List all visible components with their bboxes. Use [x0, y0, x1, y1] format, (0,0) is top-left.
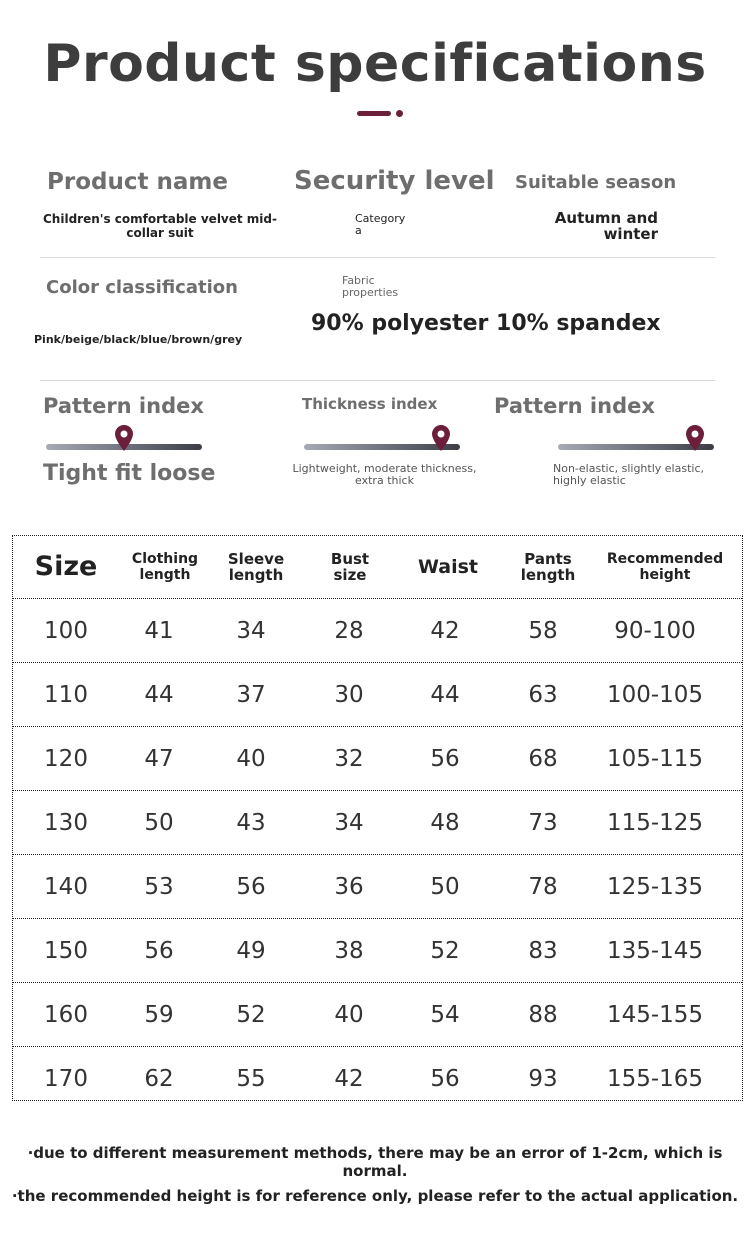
table-cell: 52 — [430, 937, 460, 964]
table-cell: 28 — [334, 617, 364, 644]
table-cell: 59 — [144, 1001, 174, 1028]
suitable-season-value-line2: winter — [603, 225, 658, 243]
table-cell: 50 — [144, 809, 174, 836]
thickness-index-label: Thickness index — [302, 395, 438, 413]
product-name-value: Children's comfortable velvet mid-collar suit — [43, 212, 277, 240]
table-cell: 47 — [144, 745, 174, 772]
pattern-index-caption: Tight fit loose — [43, 461, 216, 486]
table-cell: 78 — [528, 873, 558, 900]
color-classification-value: Pink/beige/black/blue/brown/grey — [34, 333, 243, 346]
pattern-index-label: Pattern index — [43, 394, 204, 418]
table-cell: 38 — [334, 937, 364, 964]
table-cell: 150 — [44, 937, 88, 964]
elasticity-index-label: Pattern index — [494, 394, 655, 418]
table-cell: 44 — [144, 681, 174, 708]
table-cell: 68 — [528, 745, 558, 772]
table-cell: 83 — [528, 937, 558, 964]
header-bust-size: Bust size — [330, 550, 370, 584]
fabric-properties-label-line2: properties — [342, 286, 399, 299]
table-cell: 48 — [430, 809, 460, 836]
suitable-season-label: Suitable season — [515, 172, 677, 193]
table-cell: 145-155 — [606, 1001, 704, 1028]
table-cell: 140 — [44, 873, 88, 900]
table-cell: 44 — [430, 681, 460, 708]
header-sleeve-length: Sleeve length — [227, 550, 285, 584]
elasticity-index-caption: Non-elastic, slightly elastic, highly elastic — [553, 462, 704, 487]
table-row — [13, 599, 742, 663]
table-cell: 93 — [528, 1066, 558, 1092]
table-cell: 125-135 — [606, 873, 704, 900]
thickness-index-caption: Lightweight, moderate thickness, extra thick — [292, 462, 477, 487]
table-cell: 43 — [236, 809, 266, 836]
table-cell: 90-100 — [614, 617, 696, 644]
table-cell: 135-145 — [606, 937, 704, 964]
table-header-row — [13, 536, 742, 599]
table-cell: 34 — [334, 809, 364, 836]
table-cell: 53 — [144, 873, 174, 900]
table-cell: 100 — [44, 617, 88, 644]
note-measurement: ·due to different measurement methods, there may be an error of 1-2cm, which is normal. — [27, 1144, 723, 1180]
table-cell: 32 — [334, 745, 364, 772]
table-cell: 41 — [144, 617, 174, 644]
location-pin-icon — [686, 425, 704, 451]
note-recommended-height: ·the recommended height is for reference only, please refer to the actual application. — [11, 1187, 739, 1205]
table-cell: 160 — [44, 1001, 88, 1028]
table-cell: 100-105 — [606, 681, 704, 708]
header-recommended-height: Recommended height — [606, 551, 724, 583]
suitable-season-value-line1: Autumn and — [554, 209, 658, 227]
page-title: Product specifications — [43, 34, 707, 94]
location-pin-icon — [432, 425, 450, 451]
table-cell: 36 — [334, 873, 364, 900]
table-cell: 37 — [236, 681, 266, 708]
title-accent-bar — [357, 111, 391, 116]
table-cell: 105-115 — [606, 745, 704, 772]
table-cell: 56 — [430, 1066, 460, 1092]
security-level-value-line2: a — [355, 224, 362, 237]
fabric-properties-label-line1: Fabric — [342, 274, 375, 287]
table-cell: 55 — [236, 1066, 266, 1092]
header-waist: Waist — [417, 556, 478, 578]
fabric-properties-value: 90% polyester 10% spandex — [311, 311, 661, 336]
table-cell: 34 — [236, 617, 266, 644]
table-cell: 88 — [528, 1001, 558, 1028]
table-cell: 62 — [144, 1066, 174, 1092]
table-cell: 130 — [44, 809, 88, 836]
table-cell: 50 — [430, 873, 460, 900]
table-cell: 120 — [44, 745, 88, 772]
table-cell: 155-165 — [606, 1066, 704, 1092]
table-cell: 56 — [236, 873, 266, 900]
table-cell: 42 — [334, 1066, 364, 1092]
table-row — [13, 983, 742, 1047]
table-row — [13, 663, 742, 727]
color-classification-label: Color classification — [46, 277, 238, 298]
table-cell: 56 — [430, 745, 460, 772]
product-name-label: Product name — [47, 169, 228, 195]
table-cell: 115-125 — [606, 809, 704, 836]
table-cell: 56 — [144, 937, 174, 964]
table-cell: 63 — [528, 681, 558, 708]
table-row — [13, 791, 742, 855]
table-cell: 49 — [236, 937, 266, 964]
table-cell: 58 — [528, 617, 558, 644]
header-pants-length: Pants length — [520, 550, 576, 584]
table-cell: 30 — [334, 681, 364, 708]
spec-divider-2 — [40, 380, 715, 381]
table-cell: 42 — [430, 617, 460, 644]
security-level-value-line1: Category — [355, 212, 406, 225]
title-accent-dot — [396, 110, 403, 117]
header-size: Size — [34, 551, 98, 582]
table-row — [13, 855, 742, 919]
size-table — [12, 535, 743, 1101]
table-cell: 170 — [44, 1066, 88, 1092]
security-level-label: Security level — [294, 166, 495, 196]
table-cell: 110 — [44, 681, 88, 708]
table-cell: 40 — [334, 1001, 364, 1028]
table-cell: 40 — [236, 745, 266, 772]
table-row — [13, 919, 742, 983]
header-clothing-length: Clothing length — [131, 551, 199, 583]
table-cell: 73 — [528, 809, 558, 836]
table-cell: 52 — [236, 1001, 266, 1028]
table-cell: 54 — [430, 1001, 460, 1028]
table-row — [13, 727, 742, 791]
spec-divider-1 — [40, 257, 715, 258]
location-pin-icon — [115, 425, 133, 451]
table-row — [13, 1047, 742, 1111]
